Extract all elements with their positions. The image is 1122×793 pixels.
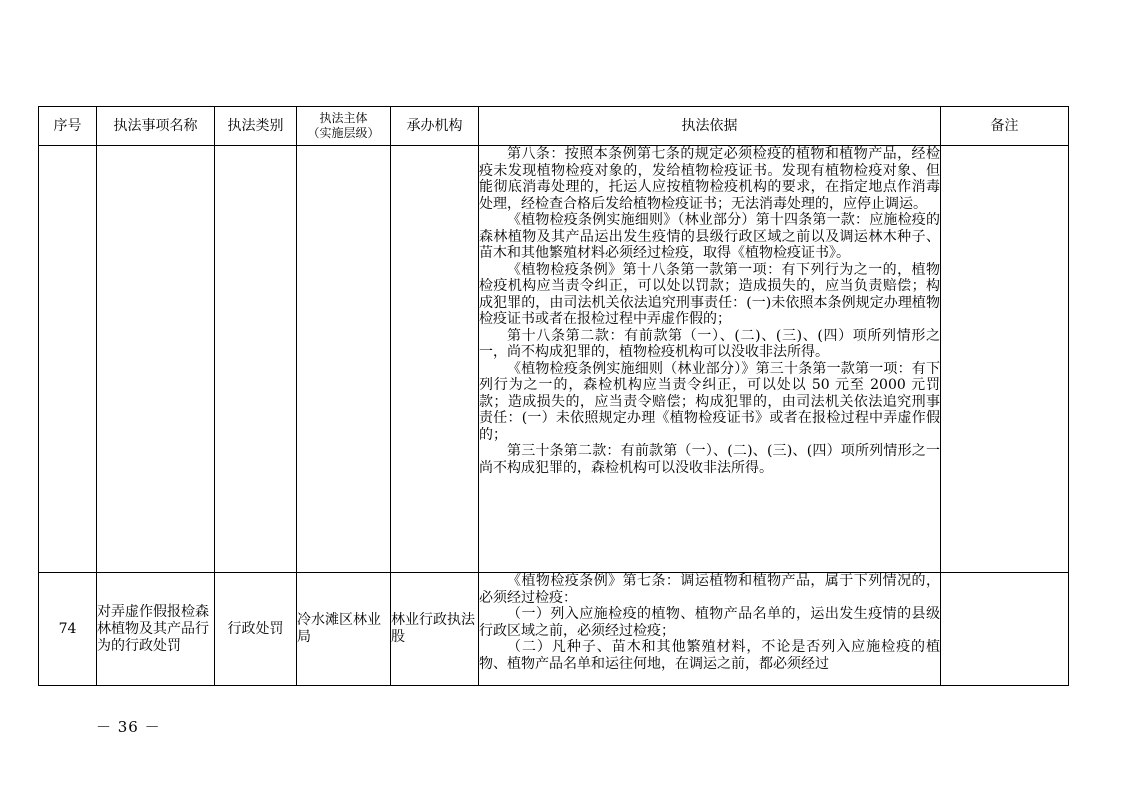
row2-remark-cell — [941, 573, 1069, 686]
header-category: 执法类别 — [215, 107, 297, 146]
table-header-row — [39, 107, 1069, 146]
header-subject-line1: 执法主体 — [319, 111, 368, 125]
basis-paragraph: 第八条：按照本条例第七条的规定必须检疫的植物和植物产品，经检疫未发现植物检疫对象的，发给植物检疫证书。发现有植物检疫对象、但能彻底消毒处理的，托运人应按植物检疫机构的要求，在指定地点作消毒处理，经检查合格后发给植物检疫证书；无法消毒处理的，应停止调运。 — [479, 146, 940, 212]
row1-item-cell — [97, 146, 215, 573]
row1-category-cell — [215, 146, 297, 573]
header-basis: 执法依据 — [479, 107, 941, 146]
basis-paragraph: 《植物检疫条例实施细则》（林业部分）第十四条第一款：应施检疫的森林植物及其产品运出发生疫情的县级行政区域之前以及调运林木种子、苗木和其他繁殖材料必须经过检疫，取得《植物检疫证书》。 — [479, 212, 940, 261]
row2-subject-cell: 冷水滩区林业局 — [297, 573, 391, 686]
header-remark: 备注 — [941, 107, 1069, 146]
header-subject — [297, 107, 391, 146]
page-number: － 36 － — [96, 718, 161, 736]
row1-seq-cell — [39, 146, 97, 573]
basis-paragraph: （二）凡种子、苗木和其他繁殖材料，不论是否列入应施检疫的植物、植物产品名单和运往何地，在调运之前，都必须经过 — [479, 639, 940, 672]
basis-paragraph: 《植物检疫条例》第七条：调运植物和植物产品，属于下列情况的，必须经过检疫： — [479, 573, 940, 606]
table-row — [39, 146, 1069, 573]
basis-paragraph: 《植物检疫条例》第十八条第一款第一项：有下列行为之一的，植物检疫机构应当责令纠正，可以处以罚款；造成损失的，应当负责赔偿；构成犯罪的，由司法机关依法追究刑事责任：(一)未依照本条例规定办理植物检疫证书或者在报检过程中弄虚作假的； — [479, 261, 940, 327]
basis-paragraph: 《植物检疫条例实施细则（林业部分）》第三十条第一款第一项：有下列行为之一的，森检机构应当责令纠正，可以处以 50 元至 2000 元罚款；造成损失的，应当责令赔偿；构成犯罪的，由司法机关依法追究刑事责任：(一）未依照规定办理《植物检疫证书》或者在报检过程中弄虚作假的； — [479, 360, 940, 443]
header-seq: 序号 — [39, 107, 97, 146]
basis-paragraph: 第十八条第二款：有前款第（一）、(二)、(三)、(四）项所列情形之一，尚不构成犯罪的，植物检疫机构可以没收非法所得。 — [479, 327, 940, 360]
header-subject-line2: （实施层级） — [307, 126, 380, 140]
row2-seq-cell: 74 — [39, 573, 97, 686]
row2-category-cell: 行政处罚 — [215, 573, 297, 686]
row2-item-cell: 对弄虚作假报检森林植物及其产品行为的行政处罚 — [97, 573, 215, 686]
header-agency: 承办机构 — [391, 107, 479, 146]
row1-agency-cell — [391, 146, 479, 573]
basis-paragraph: （一）列入应施检疫的植物、植物产品名单的，运出发生疫情的县级行政区域之前，必须经过检疫； — [479, 606, 940, 639]
enforcement-table — [38, 106, 1069, 686]
basis-paragraph: 第三十条第二款：有前款第（一）、(二)、(三)、(四）项所列情形之一尚不构成犯罪的，森检机构可以没收非法所得。 — [479, 443, 940, 476]
table-row — [39, 573, 1069, 686]
row1-remark-cell — [941, 146, 1069, 573]
row1-basis-cell — [479, 146, 941, 573]
row2-agency-cell: 林业行政执法股 — [391, 573, 479, 686]
row2-basis-cell — [479, 573, 941, 686]
row1-subject-cell — [297, 146, 391, 573]
header-item-name: 执法事项名称 — [97, 107, 215, 146]
